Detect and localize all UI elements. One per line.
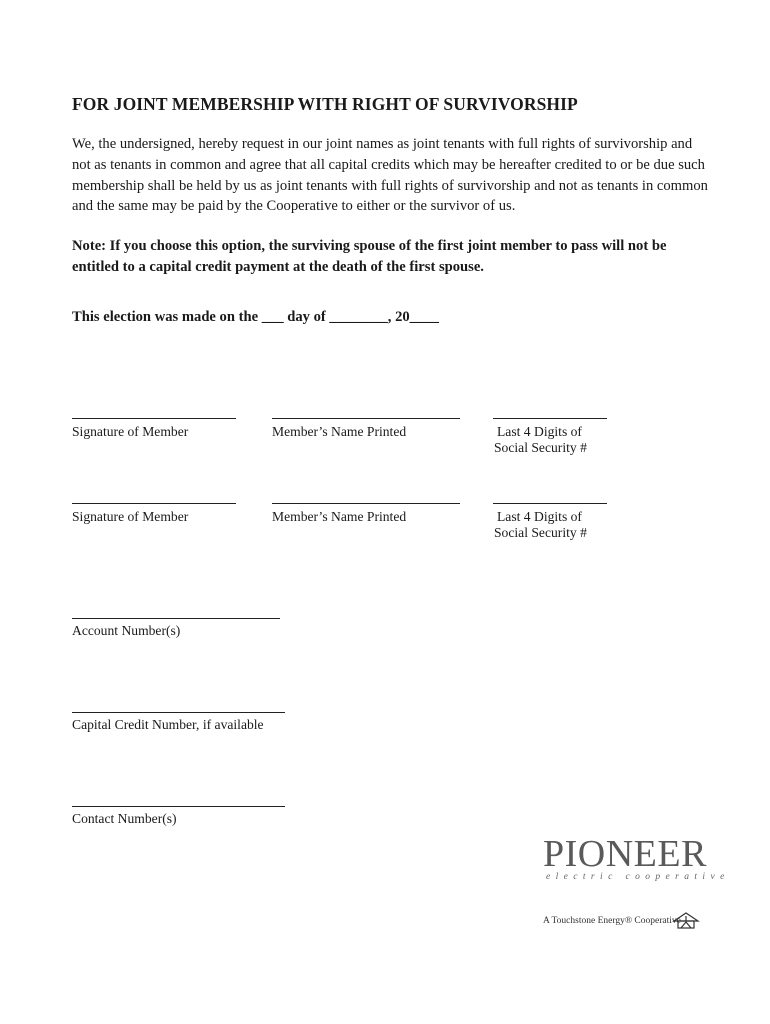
touchstone-house-icon [672,912,700,930]
contact-number-label: Contact Number(s) [72,811,177,826]
name-line[interactable] [272,418,460,419]
ssn-label-line2: Social Security # [494,440,587,455]
contact-number-line[interactable] [72,806,285,807]
ssn-label-line2: Social Security # [494,525,587,540]
account-number-label: Account Number(s) [72,623,181,638]
signature-label: Signature of Member [72,509,189,524]
ssn-label-line1: Last 4 Digits of [497,509,582,524]
election-date-line[interactable]: This election was made on the ___ day of ________, 20____ [72,309,439,325]
signature-line[interactable] [72,418,236,419]
capital-credit-line[interactable] [72,712,285,713]
ssn-label-line1: Last 4 Digits of [497,424,582,439]
signature-label: Signature of Member [72,424,189,439]
account-number-line[interactable] [72,618,280,619]
name-line[interactable] [272,503,460,504]
note-paragraph: Note: If you choose this option, the surviving spouse of the first joint member to pass will not be entitled to a capital credit payment at the death of the first spouse. [72,238,667,275]
capital-credit-label: Capital Credit Number, if available [72,717,264,732]
document-title: FOR JOINT MEMBERSHIP WITH RIGHT OF SURVIVORSHIP [72,94,578,114]
ssn-line[interactable] [493,418,607,419]
signature-line[interactable] [72,503,236,504]
agreement-paragraph: We, the undersigned, hereby request in our joint names as joint tenants with full rights of survivorship and not as tenants in common and agree that all capital credits which may be hereafter credited to or be due such membership shall be held by us as joint tenants with full rights of survivorship and not as tenants in common and the same may be paid by the Cooperative to either or the survivor of us. [72,136,708,215]
pioneer-logo [540,833,730,934]
name-label: Member’s Name Printed [272,509,407,524]
name-label: Member’s Name Printed [272,424,407,439]
logo-wordmark: PIONEER [543,833,707,875]
logo-subtitle: electric cooperative [546,872,730,882]
logo-tagline: A Touchstone Energy® Cooperative [543,916,681,926]
ssn-line[interactable] [493,503,607,504]
